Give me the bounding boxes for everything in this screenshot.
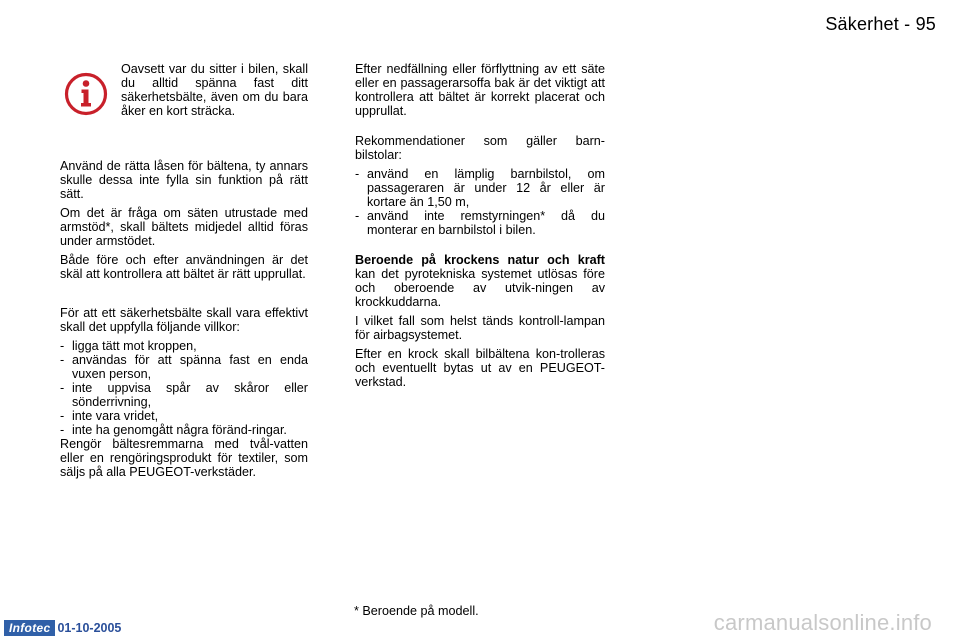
list-item: - inte ha genomgått några föränd-ringar. — [60, 423, 308, 437]
conditions-list — [60, 339, 308, 437]
child-seat-list — [355, 167, 605, 237]
paragraph: Om det är fråga om säten utrustade med armstöd*, skall bältets midjedel alltid föras under armstödet. — [60, 206, 308, 248]
paragraph: Rekommendationer som gäller barn-bilstolar: — [355, 134, 605, 162]
paragraph — [355, 253, 605, 309]
list-item: - använd inte remstyrningen* då du monterar en barnbilstol i bilen. — [355, 209, 605, 237]
paragraph: Efter en krock skall bilbältena kon-trolleras och eventuellt bytas ut av en PEUGEOT-verkstad. — [355, 347, 605, 389]
list-item: - användas för att spänna fast en enda vuxen person, — [60, 353, 308, 381]
footer-date: 01-10-2005 — [57, 621, 122, 635]
paragraph: För att ett säkerhetsbälte skall vara effektivt skall det uppfylla följande villkor: — [60, 306, 308, 334]
info-icon — [64, 72, 108, 116]
list-item: - inte vara vridet, — [60, 409, 308, 423]
page-header: Säkerhet - 95 — [825, 14, 936, 34]
paragraph: Efter nedfällning eller förflyttning av ett säte eller en passagerarsoffa bak är det viktigt att kontrollera att bältet är korrekt placerat och upprullat. — [355, 62, 605, 118]
right-column — [355, 62, 605, 389]
infotec-logo: Infotec — [4, 620, 55, 636]
paragraph: Både före och efter användningen är det skäl att kontrollera att bältet är rätt upprullat. — [60, 253, 308, 281]
left-column — [60, 62, 308, 479]
paragraph-rest: kan det pyrotekniska systemet utlösas före och oberoende av utvik-ningen av krockkuddarna. — [355, 267, 605, 309]
list-item: - använd en lämplig barnbilstol, om passageraren är under 12 år eller är kortare än 1,50 m, — [355, 167, 605, 209]
footnote: * Beroende på modell. — [354, 604, 479, 618]
watermark: carmanualsonline.info — [713, 610, 932, 635]
paragraph: Använd de rätta låsen för bältena, ty annars skulle dessa inte fylla sin funktion på rätt sätt. — [60, 159, 308, 201]
list-item: - ligga tätt mot kroppen, — [60, 339, 308, 353]
list-item: - inte uppvisa spår av skåror eller sönderrivning, — [60, 381, 308, 409]
paragraph: I vilket fall som helst tänds kontroll-lampan för airbagsystemet. — [355, 314, 605, 342]
footer-info — [4, 620, 121, 636]
paragraph: Rengör bältesremmarna med tvål-vatten eller en rengöringsprodukt för textiler, som säljs på alla PEUGEOT-verkstäder. — [60, 437, 308, 479]
bold-lead: Beroende på krockens natur och kraft — [355, 253, 605, 267]
notice-text: Oavsett var du sitter i bilen, skall du alltid spänna fast ditt säkerhetsbälte, även om du bara åker en kort sträcka. — [121, 62, 308, 118]
info-notice — [60, 62, 308, 154]
